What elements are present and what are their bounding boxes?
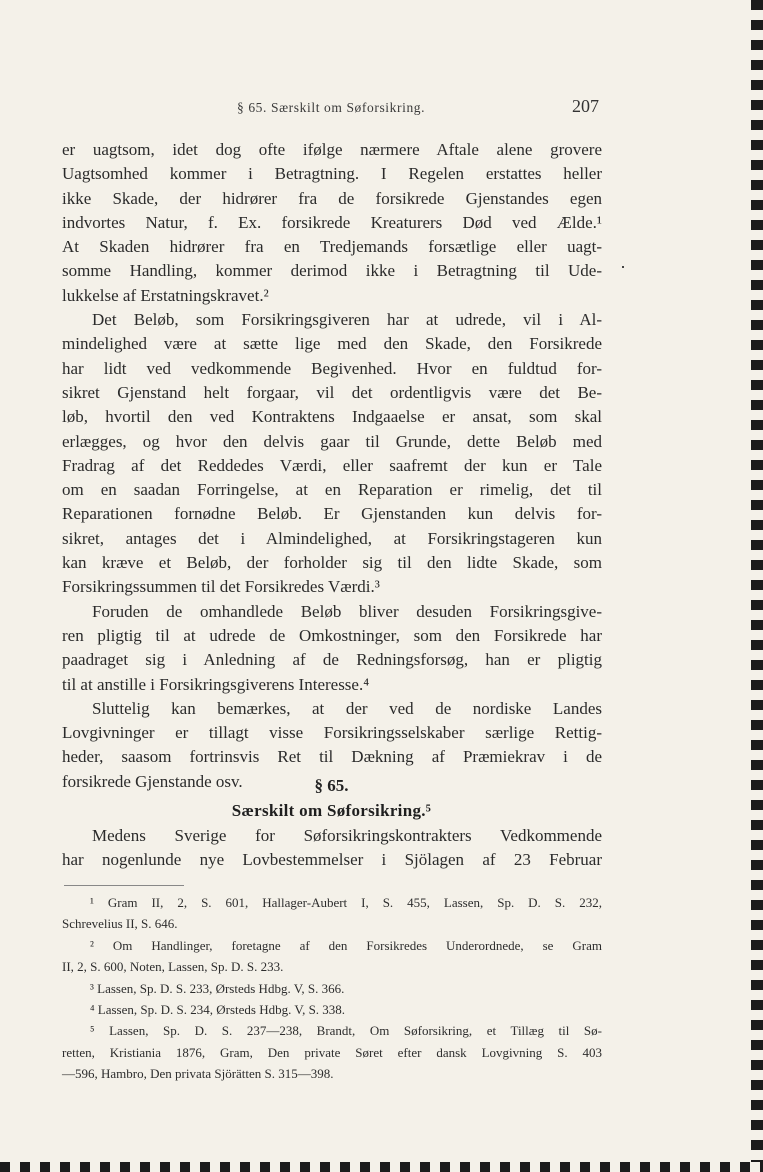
section-number: § 65.	[314, 776, 349, 795]
footnote-line: ³ Lassen, Sp. D. S. 233, Ørsteds Hdbg. V, S. 366.	[90, 980, 345, 996]
text-line: somme Handling, kommer derimod ikke i Betragtning til Ude-	[62, 261, 602, 281]
text-line: heder, saasom fortrinsvis Ret til Dækning af Præmiekrav i de	[62, 747, 602, 767]
text-line: Reparationen fornødne Beløb. Er Gjenstanden kun delvis for-	[62, 504, 602, 524]
text-line: til at anstille i Forsikringsgiverens Interesse.⁴	[62, 674, 370, 694]
footnote-line: II, 2, S. 600, Noten, Lassen, Sp. D. S. 233.	[62, 959, 284, 975]
footnote-line: ⁵ Lassen, Sp. D. S. 237—238, Brandt, Om Søforsikring, et Tillæg til Sø-	[90, 1023, 602, 1039]
text-line: Uagtsomhed kommer i Betragtning. I Regelen erstattes heller	[62, 164, 602, 184]
text-line: Medens Sverige for Søforsikringskontrakters Vedkommende	[92, 826, 602, 845]
text-line: ren pligtig til at udrede de Omkostninger, som den Forsikrede har	[62, 625, 602, 645]
footnote-line: Schrevelius II, S. 646.	[62, 916, 178, 932]
text-line: løb, hvortil den ved Kontraktens Indgaaelse er ansat, som skal	[62, 407, 602, 427]
text-line: har nogenlunde nye Lovbestemmelser i Sjölagen af 23 Februar	[62, 850, 602, 870]
text-line: Lovgivninger er tillagt visse Forsikringsselskaber særlige Rettig-	[62, 723, 602, 743]
text-line: om en saadan Forringelse, at en Reparation er rimelig, det til	[62, 480, 602, 500]
text-line: ikke Skade, der hidrører fra de forsikrede Gjenstandes egen	[62, 188, 602, 208]
text-line: Foruden de omhandlede Beløb bliver desuden Forsikringsgive-	[92, 601, 602, 621]
text-line: kan kræve et Beløb, der forholder sig til den lidte Skade, som	[62, 553, 602, 573]
text-line: lukkelse af Erstatningskravet.²	[62, 285, 269, 305]
text-line: indvortes Natur, f. Ex. forsikrede Kreaturers Død ved Ælde.¹	[62, 212, 602, 232]
body-text	[62, 138, 602, 794]
text-line: mindelighed være at sætte lige med den Skade, den Forsikrede	[62, 334, 602, 354]
footnote-line: ⁴ Lassen, Sp. D. S. 234, Ørsteds Hdbg. V, S. 338.	[90, 1001, 346, 1017]
text-line: paadraget sig i Anledning af de Redningsforsøg, han er pligtig	[62, 650, 602, 670]
page-number: 207	[572, 96, 599, 116]
text-line: Det Beløb, som Forsikringsgiveren har at udrede, vil i Al-	[92, 310, 602, 330]
footnote-divider	[64, 885, 184, 886]
scan-edge-right	[751, 0, 763, 1172]
text-line: har lidt ved vedkommende Begivenhed. Hvor en fuldtud for-	[62, 358, 602, 378]
footnote-line: ² Om Handlinger, foretagne af den Forsikredes Underordnede, se Gram	[90, 937, 602, 953]
section-title: Særskilt om Søforsikring.⁵	[231, 801, 432, 820]
text-line: forsikrede Gjenstande osv.	[62, 771, 243, 791]
text-line: At Skaden hidrører fra en Tredjemands forsætlige eller uagt-	[62, 237, 602, 257]
section-body-text	[62, 824, 602, 873]
text-line: sikret, antages det i Almindelighed, at Forsikringstageren kun	[62, 528, 602, 548]
text-line: er uagtsom, idet dog ofte ifølge nærmere Aftale alene grovere	[62, 140, 602, 159]
text-line: Fradrag af det Reddedes Værdi, eller saafremt der kun er Tale	[62, 455, 602, 475]
footnote-line: retten, Kristiania 1876, Gram, Den private Søret efter dansk Lovgivning S. 403	[62, 1044, 602, 1060]
text-line: erlægges, og hvor den delvis gaar til Grunde, dette Beløb med	[62, 431, 602, 451]
running-head: § 65. Særskilt om Søforsikring.	[237, 100, 426, 115]
footnote-line: —596, Hambro, Den privata Sjörätten S. 315—398.	[62, 1066, 334, 1082]
ink-speck	[622, 266, 624, 268]
text-line: sikret Gjenstand helt forgaar, vil det ordentligvis være det Be-	[62, 382, 602, 402]
scan-edge-bottom	[0, 1162, 763, 1172]
footnote-line: ¹ Gram II, 2, S. 601, Hallager-Aubert I, S. 455, Lassen, Sp. D. S. 232,	[90, 895, 602, 910]
text-line: Forsikringssummen til det Forsikredes Værdi.³	[62, 577, 380, 597]
footnotes	[62, 892, 602, 1085]
text-line: Sluttelig kan bemærkes, at der ved de nordiske Landes	[92, 698, 602, 718]
